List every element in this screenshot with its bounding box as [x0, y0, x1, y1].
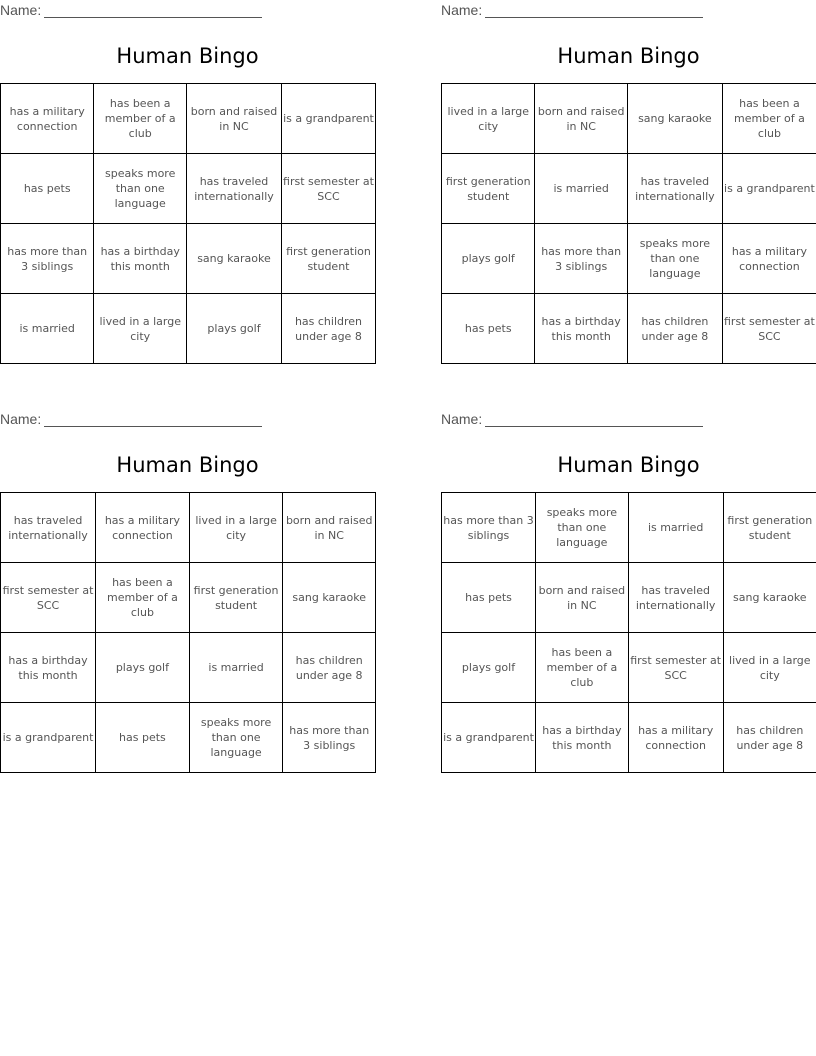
bingo-square[interactable]: has been a member of a club: [722, 84, 816, 154]
name-label: Name:: [441, 411, 483, 427]
bingo-square[interactable]: plays golf: [96, 633, 190, 703]
bingo-grid: [441, 492, 816, 773]
grid-row: [1, 703, 376, 773]
grid-row: [1, 633, 376, 703]
bingo-square[interactable]: sang karaoke: [723, 563, 816, 633]
bingo-square[interactable]: speaks more than one language: [94, 154, 187, 224]
name-blank-line[interactable]: [485, 412, 703, 427]
bingo-square[interactable]: is a grandparent: [442, 703, 536, 773]
grid-row: [1, 224, 376, 294]
bingo-square[interactable]: first semester at SCC: [722, 294, 816, 364]
bingo-square[interactable]: lived in a large city: [442, 84, 535, 154]
bingo-square[interactable]: sang karaoke: [283, 563, 376, 633]
bingo-square[interactable]: has more than 3 siblings: [283, 703, 376, 773]
bingo-square[interactable]: has a birthday this month: [1, 633, 96, 703]
bingo-square[interactable]: has a military connection: [628, 703, 723, 773]
grid-row: [442, 224, 816, 294]
bingo-square[interactable]: first generation student: [189, 563, 283, 633]
name-blank-line[interactable]: [485, 3, 703, 18]
bingo-square[interactable]: has children under age 8: [723, 703, 816, 773]
grid-row: [442, 493, 816, 563]
bingo-grid: [0, 83, 376, 364]
bingo-square[interactable]: has been a member of a club: [536, 633, 629, 703]
card-title: Human Bingo: [557, 44, 700, 68]
bingo-square[interactable]: has a military connection: [96, 493, 190, 563]
bingo-square[interactable]: first semester at SCC: [628, 633, 723, 703]
bingo-square[interactable]: has a birthday this month: [536, 703, 629, 773]
bingo-grid: [0, 492, 376, 773]
bingo-square[interactable]: has been a member of a club: [96, 563, 190, 633]
bingo-square[interactable]: speaks more than one language: [627, 224, 722, 294]
bingo-square[interactable]: sang karaoke: [187, 224, 282, 294]
bingo-square[interactable]: has pets: [96, 703, 190, 773]
bingo-square[interactable]: has a birthday this month: [94, 224, 187, 294]
grid-row: [442, 294, 816, 364]
card-title: Human Bingo: [116, 44, 259, 68]
bingo-grid: [441, 83, 816, 364]
bingo-square[interactable]: first semester at SCC: [1, 563, 96, 633]
bingo-square[interactable]: first semester at SCC: [281, 154, 375, 224]
bingo-square[interactable]: plays golf: [442, 633, 536, 703]
grid-row: [1, 84, 376, 154]
bingo-square[interactable]: is a grandparent: [1, 703, 96, 773]
name-field[interactable]: [441, 2, 703, 18]
bingo-square[interactable]: has traveled internationally: [628, 563, 723, 633]
bingo-square[interactable]: speaks more than one language: [536, 493, 629, 563]
grid-row: [442, 633, 816, 703]
bingo-square[interactable]: has more than 3 siblings: [1, 224, 94, 294]
bingo-square[interactable]: has traveled internationally: [627, 154, 722, 224]
bingo-square[interactable]: is married: [628, 493, 723, 563]
name-field[interactable]: [0, 411, 262, 427]
grid-row: [442, 84, 816, 154]
bingo-square[interactable]: born and raised in NC: [536, 563, 629, 633]
bingo-square[interactable]: first generation student: [281, 224, 375, 294]
grid-row: [442, 154, 816, 224]
bingo-square[interactable]: has been a member of a club: [94, 84, 187, 154]
bingo-square[interactable]: is married: [189, 633, 283, 703]
bingo-square[interactable]: has children under age 8: [281, 294, 375, 364]
grid-row: [1, 154, 376, 224]
bingo-square[interactable]: born and raised in NC: [535, 84, 627, 154]
bingo-square[interactable]: sang karaoke: [627, 84, 722, 154]
grid-row: [1, 493, 376, 563]
bingo-square[interactable]: has a military connection: [722, 224, 816, 294]
bingo-square[interactable]: has more than 3 siblings: [442, 493, 536, 563]
name-blank-line[interactable]: [44, 3, 262, 18]
bingo-square[interactable]: lived in a large city: [94, 294, 187, 364]
bingo-square[interactable]: first generation student: [723, 493, 816, 563]
bingo-square[interactable]: lived in a large city: [723, 633, 816, 703]
bingo-square[interactable]: has traveled internationally: [1, 493, 96, 563]
name-field[interactable]: [0, 2, 262, 18]
grid-row: [1, 294, 376, 364]
card-title: Human Bingo: [116, 453, 259, 477]
bingo-square[interactable]: plays golf: [442, 224, 535, 294]
bingo-square[interactable]: has pets: [442, 563, 536, 633]
bingo-square[interactable]: lived in a large city: [189, 493, 283, 563]
bingo-square[interactable]: is married: [535, 154, 627, 224]
bingo-square[interactable]: has a birthday this month: [535, 294, 627, 364]
bingo-square[interactable]: born and raised in NC: [283, 493, 376, 563]
grid-row: [442, 563, 816, 633]
card-title: Human Bingo: [557, 453, 700, 477]
bingo-square[interactable]: has children under age 8: [627, 294, 722, 364]
bingo-square[interactable]: is a grandparent: [722, 154, 816, 224]
bingo-square[interactable]: has a military connection: [1, 84, 94, 154]
bingo-square[interactable]: is married: [1, 294, 94, 364]
grid-row: [442, 703, 816, 773]
bingo-square[interactable]: is a grandparent: [281, 84, 375, 154]
bingo-square[interactable]: has children under age 8: [283, 633, 376, 703]
bingo-square[interactable]: has more than 3 siblings: [535, 224, 627, 294]
bingo-square[interactable]: speaks more than one language: [189, 703, 283, 773]
bingo-square[interactable]: first generation student: [442, 154, 535, 224]
bingo-square[interactable]: has pets: [1, 154, 94, 224]
name-blank-line[interactable]: [44, 412, 262, 427]
name-label: Name:: [0, 411, 42, 427]
name-label: Name:: [441, 2, 483, 18]
name-field[interactable]: [441, 411, 703, 427]
bingo-square[interactable]: plays golf: [187, 294, 282, 364]
bingo-square[interactable]: born and raised in NC: [187, 84, 282, 154]
bingo-square[interactable]: has pets: [442, 294, 535, 364]
bingo-square[interactable]: has traveled internationally: [187, 154, 282, 224]
grid-row: [1, 563, 376, 633]
name-label: Name:: [0, 2, 42, 18]
